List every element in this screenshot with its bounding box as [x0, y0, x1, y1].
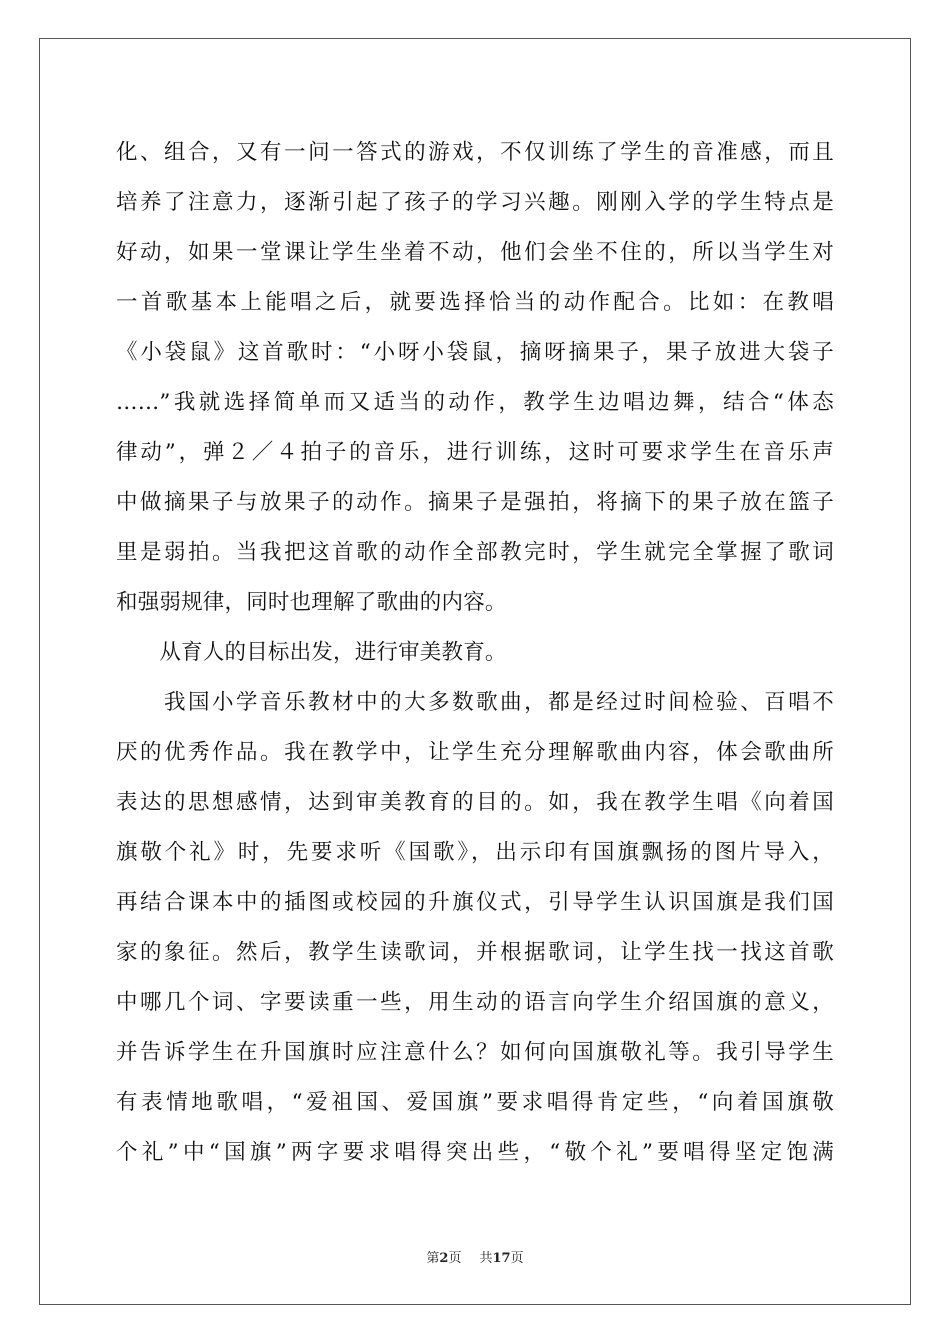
- total-pages: 17: [492, 1251, 511, 1266]
- text-line: 并告诉学生在升国旗时应注意什么？如何向国旗敬礼等。我引导学生: [116, 1040, 834, 1065]
- text-line: 培养了注意力，逐渐引起了孩子的学习兴趣。刚刚入学的学生特点是: [116, 190, 834, 215]
- text-line: 《小袋鼠》这首歌时：“小呀小袋鼠，摘呀摘果子，果子放进大袋子: [116, 340, 834, 365]
- text-line: 我国小学音乐教材中的大多数歌曲，都是经过时间检验、百唱不: [116, 690, 834, 715]
- page-footer: [0, 1247, 950, 1266]
- text-line: 好动，如果一堂课让学生坐着不动，他们会坐不住的，所以当学生对: [116, 240, 834, 265]
- page-suffix: 页: [448, 1251, 462, 1266]
- text-line: 从育人的目标出发，进行审美教育。: [116, 640, 507, 665]
- page-number: 2: [439, 1251, 449, 1266]
- text-line: 家的象征。然后，教学生读歌词，并根据歌词，让学生找一找这首歌: [116, 940, 834, 965]
- text-line: 旗敬个礼》时，先要求听《国歌》，出示印有国旗飘扬的图片导入，: [116, 840, 834, 865]
- text-line: 里是弱拍。当我把这首歌的动作全部教完时，学生就完全掌握了歌词: [116, 540, 834, 565]
- text-line: 表达的思想感情，达到审美教育的目的。如，我在教学生唱《向着国: [116, 790, 834, 815]
- text-line: 中哪几个词、字要读重一些，用生动的语言向学生介绍国旗的意义，: [116, 990, 834, 1015]
- text-line: 有表情地歌唱，“爱祖国、爱国旗”要求唱得肯定些，“向着国旗敬: [116, 1090, 834, 1115]
- text-line: 厌的优秀作品。我在教学中，让学生充分理解歌曲内容，体会歌曲所: [116, 740, 834, 765]
- text-line: 再结合课本中的插图或校园的升旗仪式，引导学生认识国旗是我们国: [116, 890, 834, 915]
- text-line: 中做摘果子与放果子的动作。摘果子是强拍，将摘下的果子放在篮子: [116, 490, 834, 515]
- text-line: 化、组合，又有一问一答式的游戏，不仅训练了学生的音准感，而且: [116, 140, 834, 165]
- text-line: ……”我就选择简单而又适当的动作，教学生边唱边舞，结合“体态: [116, 390, 834, 415]
- total-prefix: 共: [479, 1251, 493, 1266]
- text-line: 和强弱规律，同时也理解了歌曲的内容。: [116, 590, 507, 615]
- text-line: 律动”，弹２／４拍子的音乐，进行训练，这时可要求学生在音乐声: [116, 440, 834, 465]
- text-line: 个礼”中“国旗”两字要求唱得突出些，“敬个礼”要唱得坚定饱满: [116, 1140, 834, 1165]
- document-body: [116, 128, 834, 1178]
- page-prefix: 第: [426, 1251, 440, 1266]
- total-suffix: 页: [510, 1251, 524, 1266]
- text-line: 一首歌基本上能唱之后，就要选择恰当的动作配合。比如：在教唱: [116, 290, 834, 315]
